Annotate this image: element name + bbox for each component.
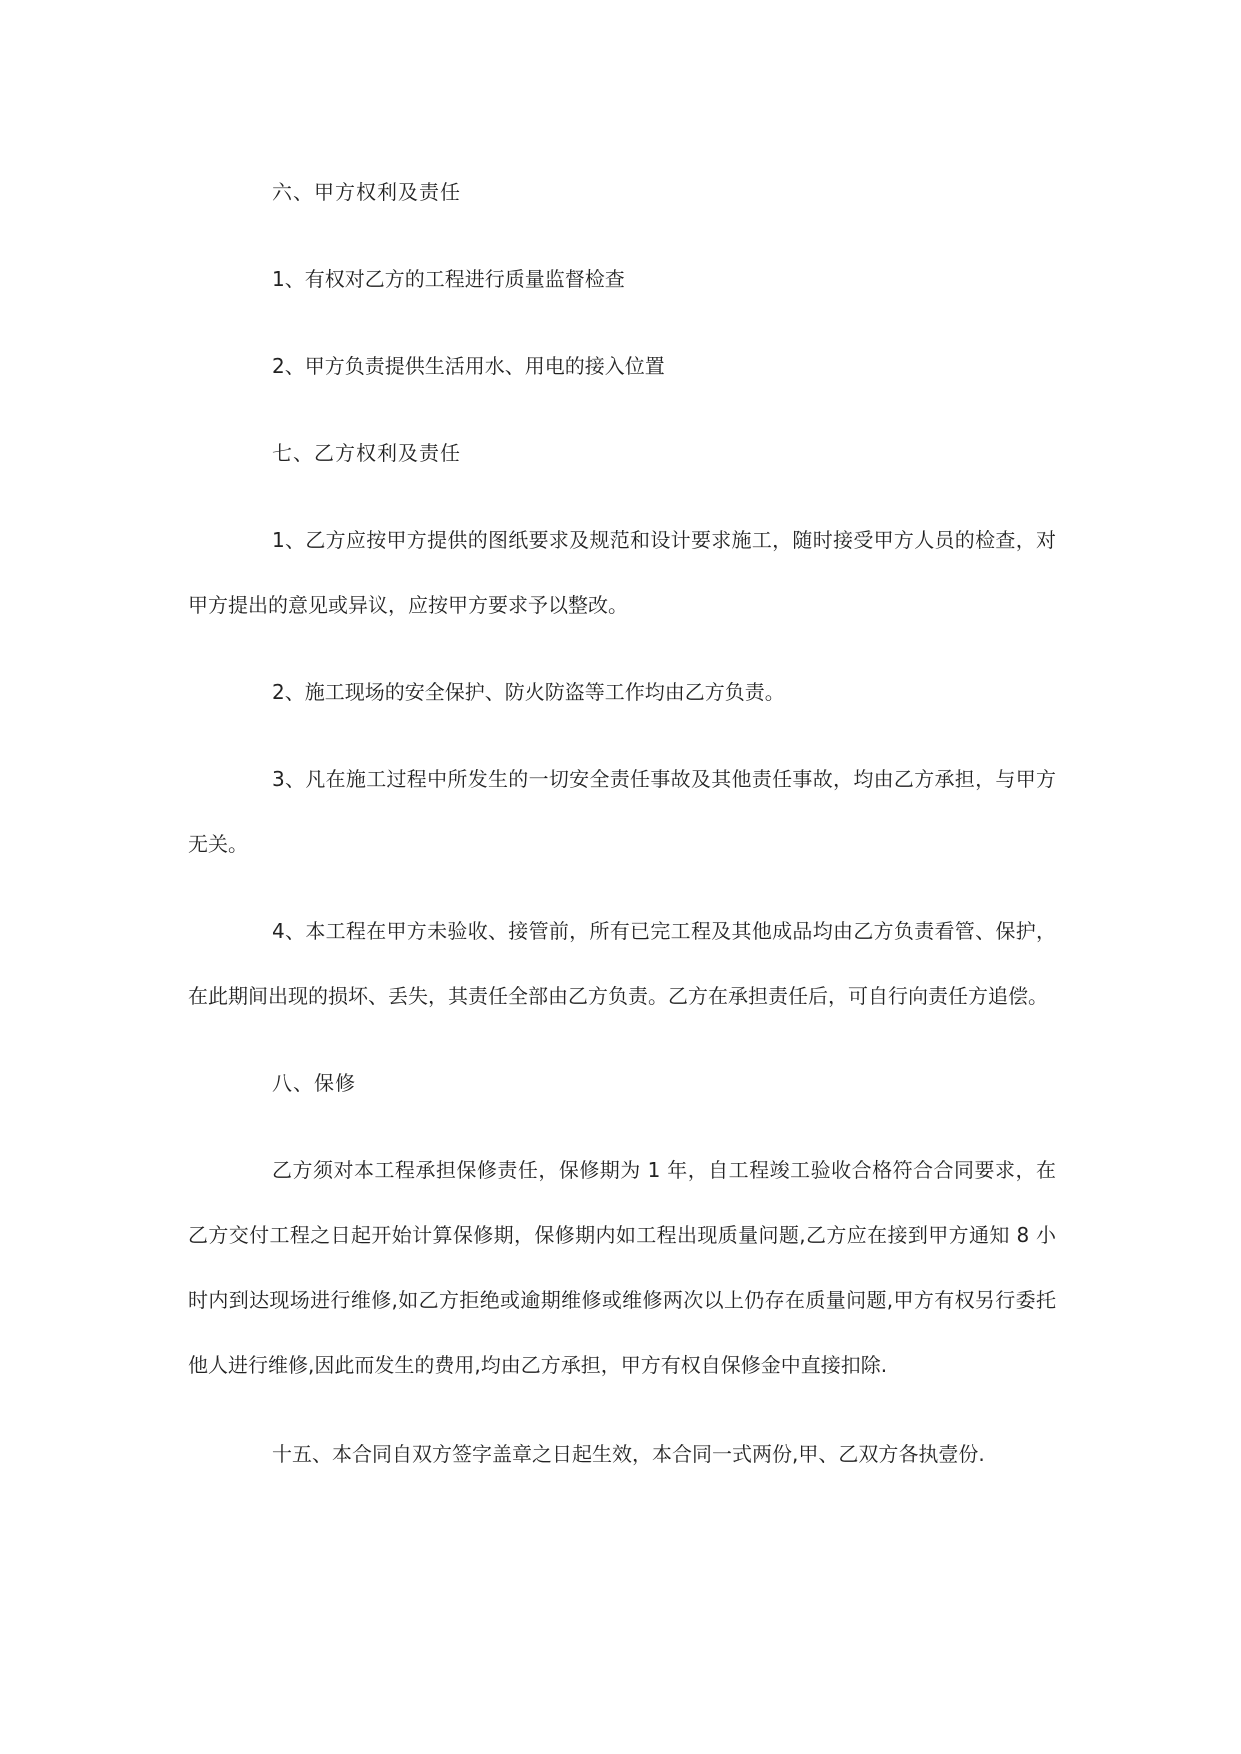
section-6-item-1: 1、有权对乙方的工程进行质量监督检查 bbox=[272, 267, 625, 291]
document-body bbox=[188, 160, 1056, 1509]
section-8-body: 乙方须对本工程承担保修责任，保修期为 1 年，自工程竣工验收合格符合合同要求，在乙方交付工程之日起开始计算保修期，保修期内如工程出现质量问题,乙方应在接到甲方通知 8 小时内到达现场进行维修,如乙方拒绝或逾期维修或维修两次以上仍存在质量问题,甲方有权另行委托他人进行维修,因此而发生的费用,均由乙方承担，甲方有权自保修金中直接扣除. bbox=[188, 1158, 1056, 1377]
section-7-item-3: 3、凡在施工过程中所发生的一切安全责任事故及其他责任事故，均由乙方承担，与甲方无关。 bbox=[188, 767, 1056, 856]
section-6-item-2: 2、甲方负责提供生活用水、用电的接入位置 bbox=[272, 354, 665, 378]
section-15-clause: 十五、本合同自双方签字盖章之日起生效，本合同一式两份,甲、乙双方各执壹份. bbox=[272, 1442, 985, 1466]
section-7-item-1: 1、乙方应按甲方提供的图纸要求及规范和设计要求施工，随时接受甲方人员的检查，对甲方提出的意见或异议，应按甲方要求予以整改。 bbox=[188, 528, 1056, 617]
section-8-heading: 八、保修 bbox=[272, 1071, 356, 1095]
section-6-heading: 六、甲方权利及责任 bbox=[272, 180, 461, 204]
section-7-item-4: 4、本工程在甲方未验收、接管前，所有已完工程及其他成品均由乙方负责看管、保护，在此期间出现的损坏、丢失，其责任全部由乙方负责。乙方在承担责任后，可自行向责任方追偿。 bbox=[188, 919, 1056, 1008]
section-7-heading: 七、乙方权利及责任 bbox=[272, 441, 461, 465]
section-7-item-2: 2、施工现场的安全保护、防火防盗等工作均由乙方负责。 bbox=[272, 680, 785, 704]
